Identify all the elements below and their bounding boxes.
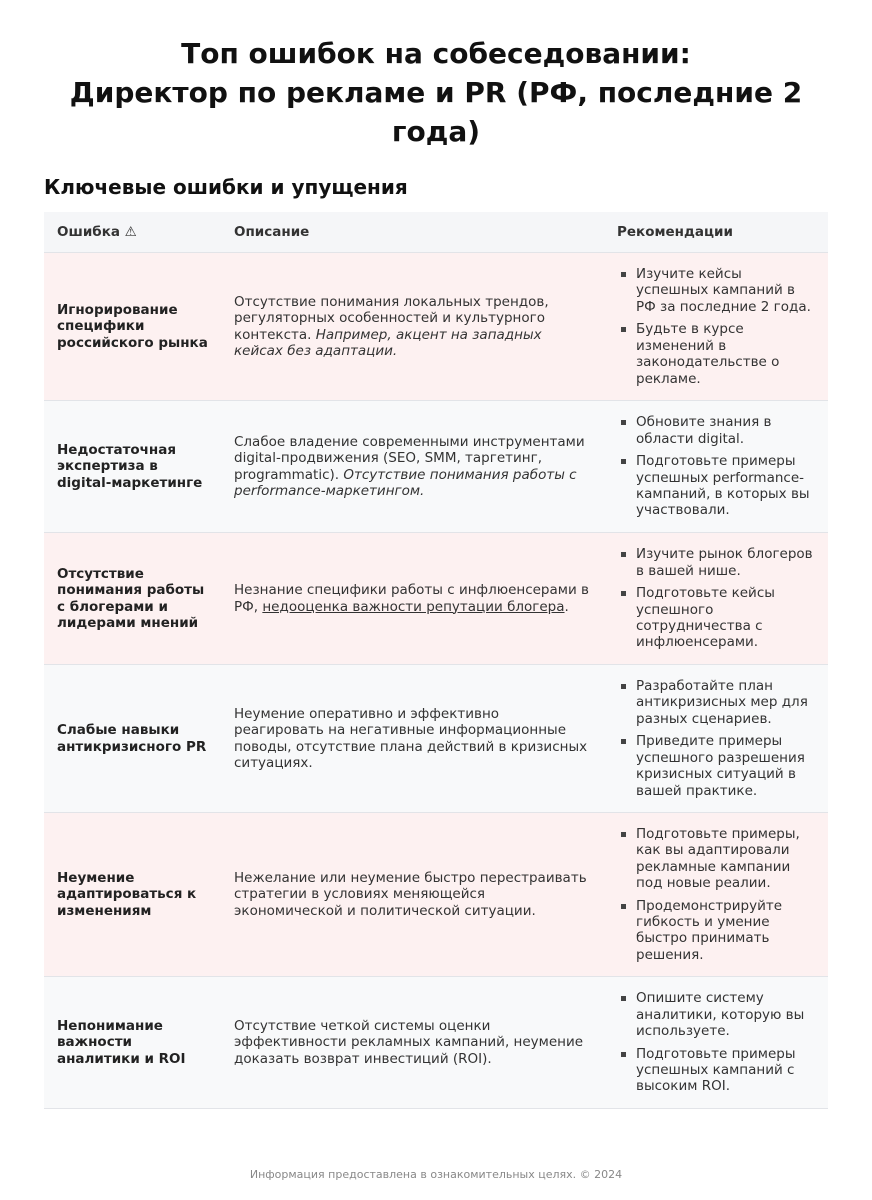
recommendation-list (621, 826, 814, 963)
table-row (44, 533, 828, 665)
error-cell: Неумение адаптироваться к изменениям (44, 813, 221, 977)
header-error: Ошибка ⚠ (44, 212, 221, 253)
recommendations-cell (604, 813, 828, 977)
footer-note: Информация предоставлена в ознакомительных целях. © 2024 (249, 1168, 623, 1181)
page-title-line-3: года) (391, 115, 481, 148)
recommendation-item: Изучите кейсы успешных кампаний в РФ за последние 2 года. (621, 266, 814, 315)
recommendation-list (621, 414, 814, 518)
table-row (44, 253, 828, 401)
description-tail: . (564, 598, 569, 615)
header-description: Описание (221, 212, 604, 253)
description-example: Например, акцент на западных кейсах без адаптации. (234, 326, 542, 359)
description-text: Неумение оперативно и эффективно реагировать на негативные информационные поводы, отсутствие плана действий в кризисных ситуациях. (234, 705, 588, 771)
error-cell: Игнорирование специфики российского рынка (44, 253, 221, 401)
recommendation-item: Подготовьте примеры успешных кампаний с высоким ROI. (621, 1046, 814, 1095)
recommendation-item: Обновите знания в области digital. (621, 414, 814, 447)
recommendation-list (621, 678, 814, 799)
table-header (44, 212, 828, 253)
recommendation-item: Подготовьте примеры успешных performance-кампаний, в которых вы участвовали. (621, 453, 814, 519)
recommendation-item: Будьте в курсе изменений в законодательстве о рекламе. (621, 321, 814, 387)
description-example: Отсутствие понимания работы с performance-маркетингом. (234, 466, 577, 499)
description-cell (221, 533, 604, 665)
error-cell: Непонимание важности аналитики и ROI (44, 977, 221, 1109)
description-emphasis: недооценка важности репутации блогера (262, 598, 565, 615)
header-recommendations: Рекомендации (604, 212, 828, 253)
error-cell: Отсутствие понимания работы с блогерами и лидерами мнений (44, 533, 221, 665)
table-row (44, 813, 828, 977)
table-row (44, 977, 828, 1109)
description-text: Отсутствие понимания локальных трендов, регуляторных особенностей и культурного контекста. (234, 293, 549, 343)
table-body (44, 253, 828, 1109)
recommendation-item: Изучите рынок блогеров в вашей нише. (621, 546, 814, 579)
recommendation-list (621, 546, 814, 650)
description-text: Незнание специфики работы с инфлюенсерами в РФ, (234, 582, 589, 615)
page-title-line-2: Директор по рекламе и PR (РФ, последние 2 (69, 76, 803, 109)
recommendation-item: Приведите примеры успешного разрешения кризисных ситуаций в вашей практике. (621, 733, 814, 799)
error-cell: Слабые навыки антикризисного PR (44, 665, 221, 813)
recommendation-item: Подготовьте кейсы успешного сотрудничества с инфлюенсерами. (621, 585, 814, 651)
description-cell (221, 401, 604, 533)
page-title-line-1: Топ ошибок на собеседовании: (181, 37, 691, 70)
recommendations-cell (604, 533, 828, 665)
description-text: Нежелание или неумение быстро перестраивать стратегии в условиях меняющейся экономической и политической ситуации. (234, 869, 587, 919)
recommendation-item: Опишите систему аналитики, которую вы используете. (621, 990, 814, 1039)
recommendation-item: Подготовьте примеры, как вы адаптировали рекламные кампании под новые реалии. (621, 826, 814, 892)
recommendations-cell (604, 665, 828, 813)
description-cell (221, 253, 604, 401)
error-cell: Недостаточная экспертиза в digital-маркетинге (44, 401, 221, 533)
mistakes-table (44, 212, 828, 1109)
recommendation-list (621, 990, 814, 1094)
recommendations-cell (604, 977, 828, 1109)
recommendation-list (621, 266, 814, 387)
description-cell (221, 813, 604, 977)
page-title (60, 34, 812, 151)
recommendation-item: Разработайте план антикризисных мер для разных сценариев. (621, 678, 814, 727)
recommendations-cell (604, 401, 828, 533)
description-cell (221, 977, 604, 1109)
description-text: Слабое владение современными инструментами digital-продвижения (SEO, SMM, таргетинг, programmatic). (234, 433, 585, 483)
table-row (44, 401, 828, 533)
recommendation-item: Продемонстрируйте гибкость и умение быстро принимать решения. (621, 898, 814, 964)
table-row (44, 665, 828, 813)
section-title: Ключевые ошибки и упущения (44, 175, 408, 199)
description-cell (221, 665, 604, 813)
recommendations-cell (604, 253, 828, 401)
description-text: Отсутствие четкой системы оценки эффективности рекламных кампаний, неумение доказать возврат инвестиций (ROI). (234, 1017, 584, 1067)
table-header-row (44, 212, 828, 253)
